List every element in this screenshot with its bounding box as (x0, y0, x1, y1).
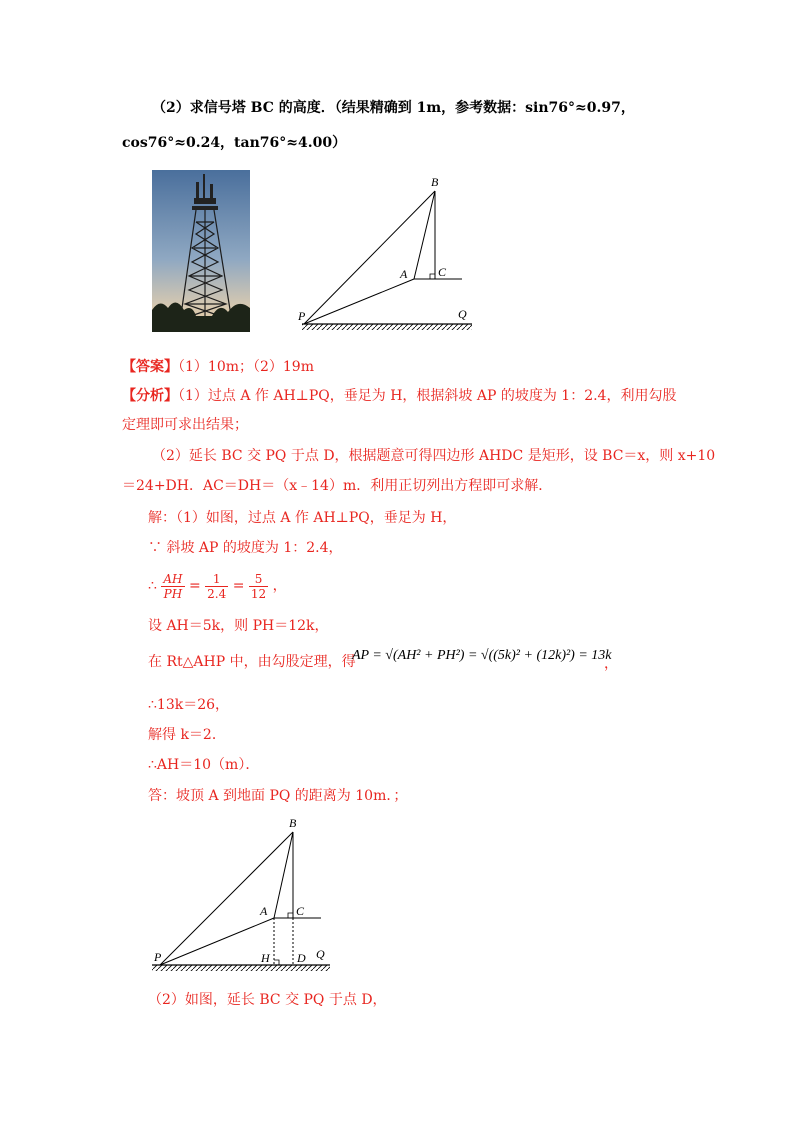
label-a: A (400, 267, 408, 281)
line-pa (304, 279, 414, 324)
label-b: B (289, 816, 297, 830)
solution-line-5-text: 在 Rt△AHP 中，由勾股定理，得 (148, 654, 356, 670)
right-angle-mark (430, 274, 435, 279)
line-pb (304, 191, 435, 324)
analysis-tag: 【分析】 (122, 388, 178, 404)
label-q: Q (458, 307, 467, 321)
solution-line-8: ∴AH＝10（m）． (148, 757, 260, 773)
right-angle-mark-h (274, 960, 279, 965)
question-line-2: cos76°≈0.24，tan76°≈4.00） (122, 135, 347, 151)
line-ab (274, 832, 293, 918)
answer-line (122, 357, 314, 377)
solution-line-6: ∴13k＝26， (148, 697, 230, 713)
ground-hatching (302, 324, 472, 330)
label-q: Q (316, 947, 325, 961)
analysis-line-4: ＝24+DH．AC＝DH＝（x﹣14）m．利用正切列出方程即可求解． (122, 478, 553, 494)
fraction-5-12: $\frac{5}{12}$ (250, 571, 267, 601)
label-p: P (154, 950, 162, 964)
right-angle-mark-c (288, 913, 293, 918)
pythagoras-equation: AP = √(AH² + PH²) = √((5k)² + (12k)²) = 13k (352, 648, 612, 663)
label-d: D (297, 951, 306, 965)
analysis-line-2: 定理即可求出结果； (122, 417, 248, 433)
fraction-ah-ph: $\frac{AH}{PH}$ (163, 571, 183, 601)
label-c: C (296, 904, 305, 918)
label-a: A (260, 904, 268, 918)
label-p: P (298, 309, 306, 323)
tower-photo (152, 170, 250, 332)
solution-line-2: ∵ 斜坡 AP 的坡度为 1：2.4， (148, 540, 343, 556)
solution-line-5-suffix: ， (604, 656, 618, 672)
answer-tag: 【答案】 (122, 359, 178, 375)
figure-2-diagram (148, 814, 348, 974)
fraction-1-2-4: $\frac{1}{2.4}$ (207, 571, 227, 601)
ground-hatching (152, 965, 330, 971)
label-c: C (438, 265, 447, 279)
solution-line-7: 解得 k＝2． (148, 727, 226, 743)
line-ab (414, 191, 435, 279)
solution-line-3: ∴ $\frac{AH}{PH}$ = $\frac{1}{2.4}$ = $\frac{5}{12}$ ， (148, 571, 287, 601)
analysis-line-3: （2）延长 BC 交 PQ 于点 D，根据题意可得四边形 AHDC 是矩形，设 BC＝x，则 x+10 (152, 448, 716, 464)
solution-line-9: 答：坡顶 A 到地面 PQ 的距离为 10m．； (148, 788, 408, 804)
label-h: H (261, 951, 270, 965)
analysis-line-1: 【分析】（1）过点 A 作 AH⊥PQ，垂足为 H，根据斜坡 AP 的坡度为 1：2.4，利用勾股 (122, 388, 677, 404)
label-b: B (431, 175, 439, 189)
solution-line-4: 设 AH＝5k，则 PH＝12k， (148, 618, 329, 634)
line-pb (160, 832, 293, 965)
question-line-1: （2）求信号塔 BC 的高度．（结果精确到 1m，参考数据：sin76°≈0.97， (152, 100, 635, 116)
answer-text: （1）10m；（2）19m (178, 359, 314, 375)
part2-line-1: （2）如图，延长 BC 交 PQ 于点 D， (148, 992, 387, 1008)
line-pa (160, 918, 274, 965)
figure-1-diagram (290, 172, 490, 342)
solution-line-1: 解：（1）如图，过点 A 作 AH⊥PQ，垂足为 H， (148, 510, 457, 526)
